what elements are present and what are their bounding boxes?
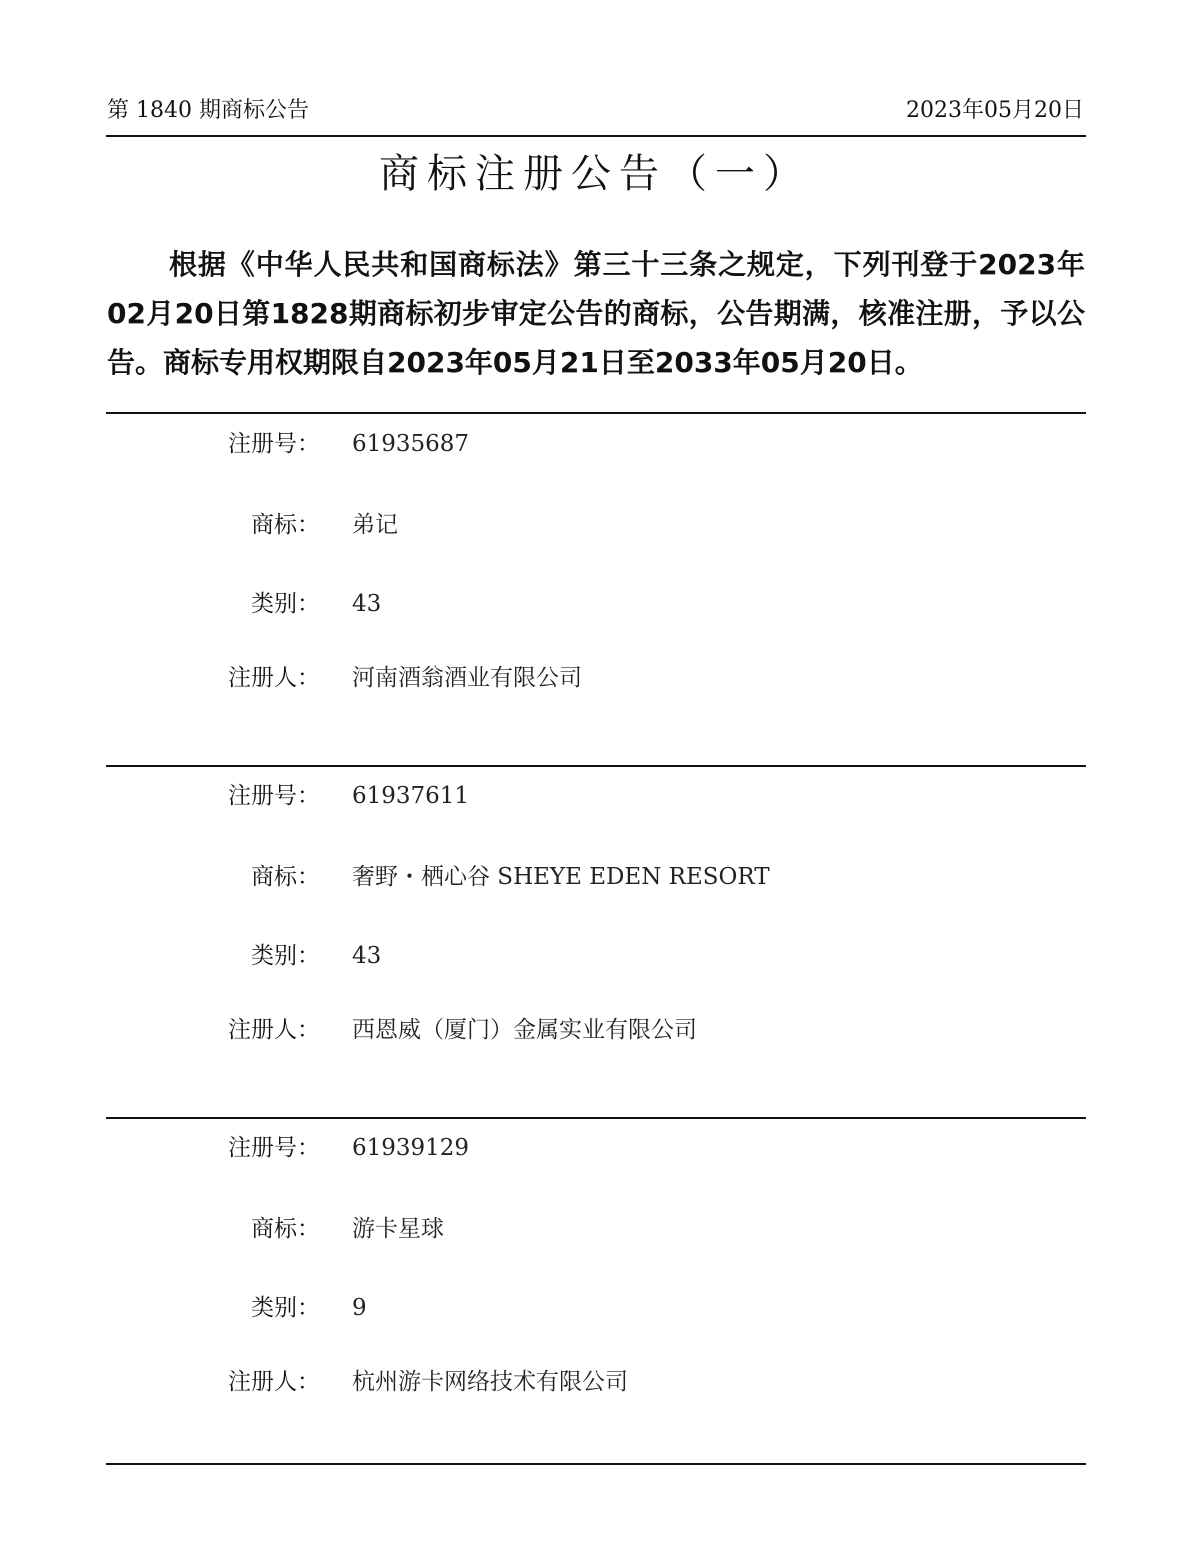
class-label: 类别： [251, 591, 320, 617]
header-divider [106, 135, 1086, 137]
reg-no-value: 61937611 [352, 783, 470, 809]
reg-no-row [0, 426, 1190, 462]
registrant-value: 西恩威（厦门）金属实业有限公司 [352, 1017, 697, 1043]
mark-row [0, 1211, 1190, 1247]
reg-no-value: 61939129 [352, 1135, 470, 1161]
class-row [0, 1290, 1190, 1326]
footer-divider [106, 1463, 1086, 1465]
registrant-row [0, 1012, 1190, 1048]
class-value: 43 [352, 591, 382, 617]
class-row [0, 938, 1190, 974]
registrant-row [0, 660, 1190, 696]
registrant-label: 注册人： [228, 1369, 320, 1395]
reg-no-row [0, 1130, 1190, 1166]
reg-no-label: 注册号： [228, 431, 320, 457]
registrant-label: 注册人： [228, 1017, 320, 1043]
class-value: 9 [352, 1295, 367, 1321]
issue-number: 第 1840 期商标公告 [107, 98, 309, 123]
intro-paragraph: 根据《中华人民共和国商标法》第三十三条之规定，下列刊登于2023年02月20日第1828期商标初步审定公告的商标，公告期满，核准注册，予以公告。商标专用权期限自2023年05月21日至2033年05月20日。 [107, 248, 1085, 379]
section-divider [106, 1117, 1086, 1119]
page-title: 商标注册公告（一） [379, 151, 811, 197]
class-label: 类别： [251, 1295, 320, 1321]
mark-value: 游卡星球 [352, 1216, 444, 1242]
issue-date: 2023年05月20日 [906, 98, 1084, 123]
section-divider [106, 765, 1086, 767]
section-divider [106, 412, 1086, 414]
mark-label: 商标： [251, 1216, 320, 1242]
mark-label: 商标： [251, 512, 320, 538]
mark-row [0, 507, 1190, 543]
class-row [0, 586, 1190, 622]
trademark-entry [0, 1130, 1190, 1470]
registrant-value: 河南酒翁酒业有限公司 [352, 665, 582, 691]
mark-label: 商标： [251, 864, 320, 890]
trademark-entry [0, 778, 1190, 1118]
mark-value: 奢野・栖心谷 SHEYE EDEN RESORT [352, 864, 770, 890]
reg-no-row [0, 778, 1190, 814]
registrant-value: 杭州游卡网络技术有限公司 [352, 1369, 628, 1395]
reg-no-label: 注册号： [228, 1135, 320, 1161]
class-label: 类别： [251, 943, 320, 969]
mark-row [0, 859, 1190, 895]
reg-no-label: 注册号： [228, 783, 320, 809]
trademark-entry [0, 426, 1190, 766]
reg-no-value: 61935687 [352, 431, 470, 457]
registrant-label: 注册人： [228, 665, 320, 691]
mark-value: 弟记 [352, 512, 398, 538]
class-value: 43 [352, 943, 382, 969]
registrant-row [0, 1364, 1190, 1400]
